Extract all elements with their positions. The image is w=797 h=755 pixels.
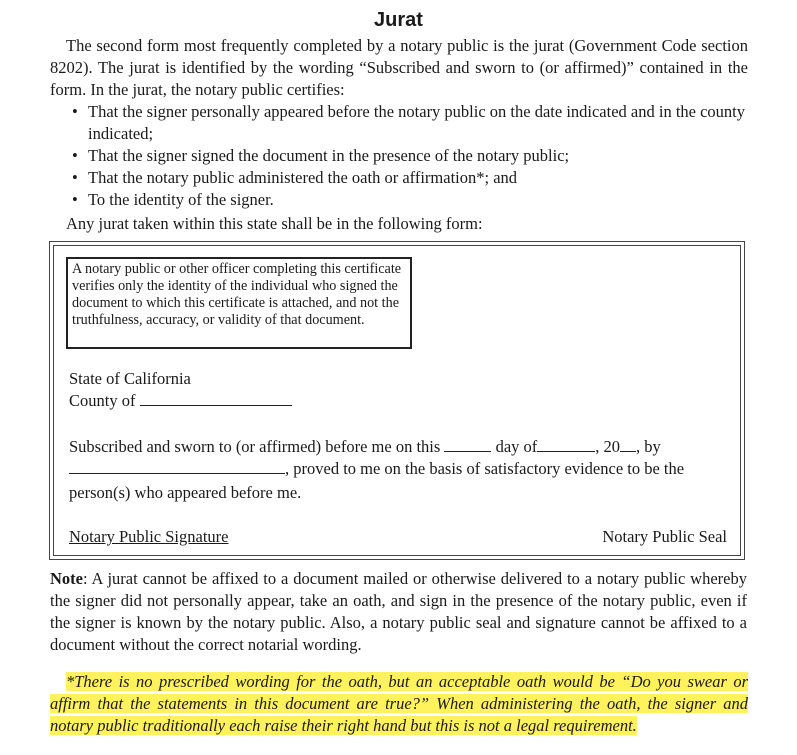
list-item: • To the identity of the signer. xyxy=(70,189,750,211)
sworn-statement-line-3: person(s) who appeared before me. xyxy=(69,483,302,502)
note-paragraph xyxy=(50,568,747,656)
jurat-form-frame xyxy=(49,241,745,560)
page-title: Jurat xyxy=(374,9,423,31)
intro-paragraph: The second form most frequently completed by a notary public is the jurat (Government Code section 8202). The jurat is identified by the wording “Subscribed and sworn to (or affirmed)” contained in the form. In the jurat, the notary public certifies: xyxy=(50,36,748,99)
certificate-notice-box: A notary public or other officer completing this certificate verifies only the identity of the individual who signed the document to which this certificate is attached, and not the truthfulness, accuracy, or validity of that document. xyxy=(66,257,412,349)
sworn-statement-line-1 xyxy=(69,436,731,458)
state-line: State of California xyxy=(69,369,191,388)
list-item: • That the notary public administered the oath or affirmation*; and xyxy=(70,167,750,189)
county-label: County of xyxy=(69,391,136,410)
county-blank xyxy=(140,390,292,406)
list-item: • That the signer personally appeared before the notary public on the date indicated and in the county indicated; xyxy=(70,101,750,145)
certification-list xyxy=(70,101,750,211)
form-lead-sentence: Any jurat taken within this state shall be in the following form: xyxy=(66,214,483,233)
notary-seal-label: Notary Public Seal xyxy=(602,527,727,546)
year-prefix-text: , 20 xyxy=(595,437,621,456)
day-blank xyxy=(444,436,491,452)
proved-text: , proved to me on the basis of satisfactory evidence to be the xyxy=(285,459,685,478)
county-line xyxy=(69,390,292,412)
notary-signature-label: Notary Public Signature xyxy=(69,527,229,546)
signer-name-blank xyxy=(69,458,285,474)
highlighted-footnote-text: *There is no prescribed wording for the oath, but an acceptable oath would be “Do you swear or affirm that the statements in this document are true?” When administering the oath, the signer and notary public traditionally each raise their right hand but this is not a legal requirement. xyxy=(50,672,748,735)
list-item: • That the signer signed the document in the presence of the notary public; xyxy=(70,145,750,167)
by-text: , by xyxy=(636,437,661,456)
oath-footnote xyxy=(50,671,748,737)
note-text: : A jurat cannot be affixed to a document mailed or otherwise delivered to a notary public whereby the signer did not personally appear, take an oath, and sign in the presence of the notary public, even if the signer is known by the notary public. Also, a notary public seal and signature cannot be affixed to a document without the correct notarial wording. xyxy=(50,569,747,654)
day-of-text: day of xyxy=(495,437,538,456)
year-blank xyxy=(620,436,636,452)
jurat-form xyxy=(53,245,741,556)
month-blank xyxy=(537,436,595,452)
sworn-statement-line-2 xyxy=(69,458,731,480)
sworn-text: Subscribed and sworn to (or affirmed) before me on this xyxy=(69,437,441,456)
note-label: Note xyxy=(50,569,83,588)
